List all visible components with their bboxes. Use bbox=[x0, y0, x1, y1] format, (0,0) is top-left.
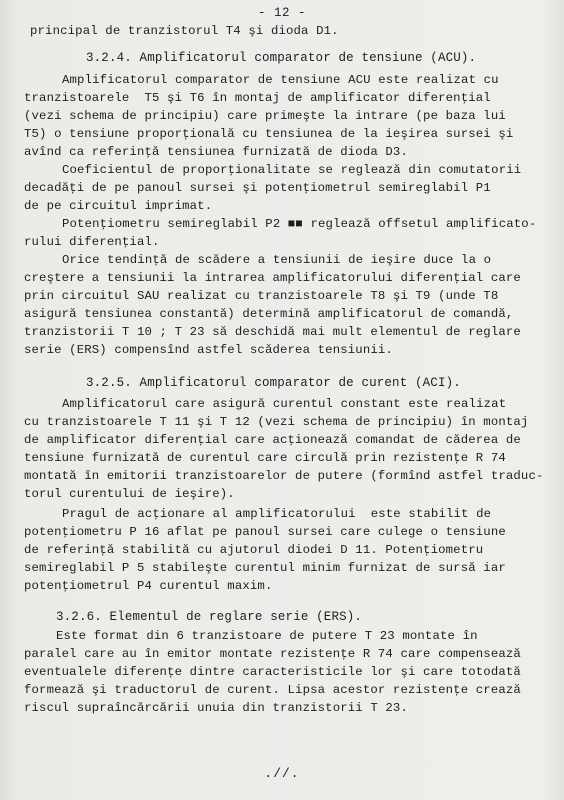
text-line: asigură tensiunea constantă) determină amplificatorul de comandă, bbox=[24, 307, 514, 321]
text-line: creştere a tensiunii la intrarea amplificatorului diferenţial care bbox=[24, 271, 521, 285]
text-line: semireglabil P 5 stabileşte curentul minim furnizat de sursă iar bbox=[24, 561, 506, 575]
text-line: potenţiometrul P4 curentul maxim. bbox=[24, 579, 273, 593]
text-line: Pragul de acţionare al amplificatorului este stabilit de bbox=[62, 507, 492, 521]
text-line: Amplificatorul care asigură curentul constant este realizat bbox=[62, 397, 507, 411]
section-heading-3-2-6: 3.2.6. Elementul de reglare serie (ERS). bbox=[56, 610, 363, 624]
page-number: - 12 - bbox=[257, 6, 306, 20]
text-line: Este format din 6 tranzistoare de putere T 23 montate în bbox=[56, 629, 478, 643]
text-line: paralel care au în emitor montate rezistenţe R 74 care compensează bbox=[24, 647, 521, 661]
text-line: eventualele diferenţe dintre caracteristicile lor şi care totodată bbox=[24, 665, 521, 679]
text-line: Amplificatorul comparator de tensiune ACU este realizat cu bbox=[62, 73, 499, 87]
text-line: prin circuitul SAU realizat cu tranzistoarele T8 şi T9 (unde T8 bbox=[24, 289, 499, 303]
text-line: Coeficientul de proporţionalitate se reglează din comutatorii bbox=[62, 163, 522, 177]
text-line: riscul supraîncărcării unuia din tranzistorii T 23. bbox=[24, 701, 408, 715]
text-line: Potenţiometru semireglabil P2 ■■ reglează offsetul amplificato- bbox=[62, 217, 537, 231]
text-line: de pe circuitul imprimat. bbox=[24, 199, 213, 213]
text-line: tranzistorii T 10 ; T 23 să deschidă mai mult elementul de reglare bbox=[24, 325, 521, 339]
text-line: serie (ERS) compensînd astfel scăderea tensiunii. bbox=[24, 343, 393, 357]
text-line: tranzistoarele T5 şi T6 în montaj de amplificator diferenţial bbox=[24, 91, 491, 105]
section-heading-3-2-4: 3.2.4. Amplificatorul comparator de tensiune (ACU). bbox=[86, 51, 477, 65]
text-line: formează şi traductorul de curent. Lipsa acestor rezistenţe crează bbox=[24, 683, 521, 697]
text-line: avînd ca referinţă tensiunea furnizată de dioda D3. bbox=[24, 145, 408, 159]
text-line: cu tranzistoarele T 11 şi T 12 (vezi schema de principiu) în montaj bbox=[24, 415, 529, 429]
page-footer-mark: .//. bbox=[264, 766, 300, 781]
text-line: tensiune furnizată de curentul care circulă prin rezistenţe R 74 bbox=[24, 451, 506, 465]
text-line: potenţiometru P 16 aflat pe panoul sursei care culege o tensiune bbox=[24, 525, 506, 539]
text-line: T5) o tensiune proporţională cu tensiunea de la ieşirea sursei şi bbox=[24, 127, 514, 141]
text-line: rului diferenţial. bbox=[24, 235, 160, 249]
text-line: de referinţă stabilită cu ajutorul diodei D 11. Potenţiometru bbox=[24, 543, 484, 557]
text-line: decadăţi de pe panoul sursei şi potenţiometrul semireglabil P1 bbox=[24, 181, 491, 195]
text-line: de amplificator diferenţial care acţionează comandat de căderea de bbox=[24, 433, 521, 447]
text-line: (vezi schema de principiu) care primeşte la intrare (pe baza lui bbox=[24, 109, 506, 123]
text-line: Orice tendinţă de scădere a tensiunii de ieşire duce la o bbox=[62, 253, 492, 267]
text-line: montată în emitorii tranzistoarelor de putere (formînd astfel traduc- bbox=[24, 469, 544, 483]
text-line: principal de tranzistorul T4 şi dioda D1. bbox=[30, 24, 339, 38]
text-line: torul curentului de ieşire). bbox=[24, 487, 235, 501]
section-heading-3-2-5: 3.2.5. Amplificatorul comparator de curent (ACI). bbox=[86, 376, 461, 390]
